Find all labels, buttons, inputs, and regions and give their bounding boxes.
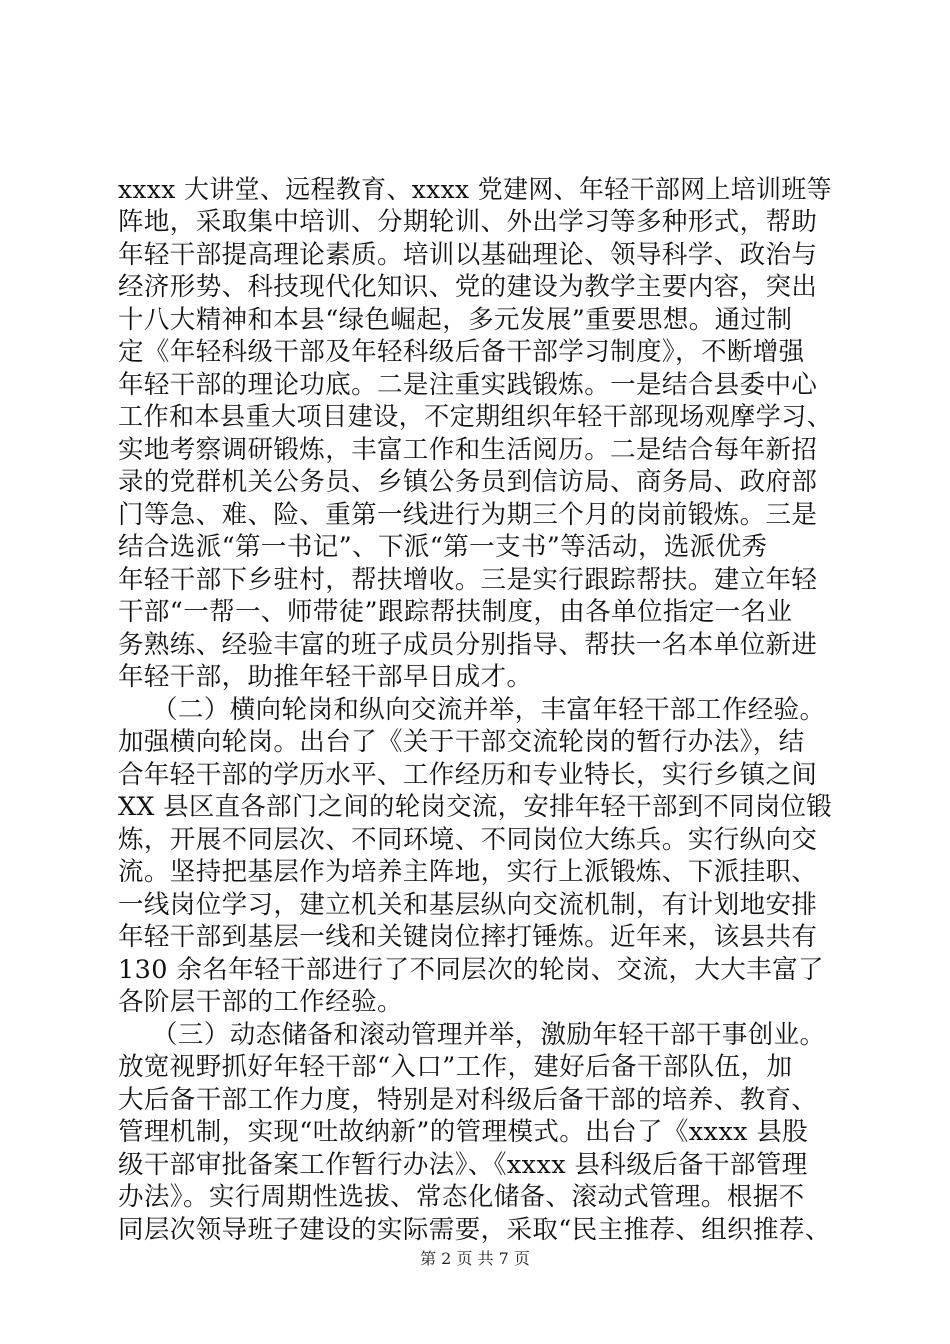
text-line: 门等急、难、险、重第一线进行为期三个月的岗前锻炼。三是 — [118, 500, 818, 530]
text-line: xxxx 大讲堂、远程教育、xxxx 党建网、年轻干部网上培训班等 — [118, 175, 832, 205]
text-line: 年轻干部的理论功底。二是注重实践锻炼。一是结合县委中心 — [118, 370, 818, 400]
text-line: 工作和本县重大项目建设，不定期组织年轻干部现场观摩学习、 — [118, 402, 833, 432]
text-line: 结合选派“第一书记”、下派“第一支书”等活动，选派优秀 — [118, 532, 768, 562]
text-line: 级干部审批备案工作暂行办法》、《xxxx 县科级后备干部管理 — [118, 1150, 808, 1180]
text-line: 十八大精神和本县“绿色崛起，多元发展”重要思想。通过制 — [118, 305, 793, 335]
text-line: 流。坚持把基层作为培养主阵地，实行上派锻炼、下派挂职、 — [118, 857, 818, 887]
text-line: 各阶层干部的工作经验。 — [118, 987, 403, 1017]
text-line: 放宽视野抓好年轻干部“入口”工作，建好后备干部队伍，加 — [118, 1052, 793, 1082]
text-line: 年轻干部，助推年轻干部早日成才。 — [118, 662, 533, 692]
page-footer: 第 2 页 共 7 页 — [420, 1249, 530, 1268]
text-line: 经济形势、科技现代化知识、党的建设为教学主要内容，突出 — [118, 272, 818, 302]
text-line: 合年轻干部的学历水平、工作经历和专业特长，实行乡镇之间 — [118, 760, 818, 790]
text-line: 实地考察调研锻炼，丰富工作和生活阅历。二是结合每年新招 — [118, 435, 818, 465]
text-line: 炼，开展不同层次、不同环境、不同岗位大练兵。实行纵向交 — [118, 825, 818, 855]
text-line: 同层次领导班子建设的实际需要，采取“民主推荐、组织推荐、 — [118, 1215, 831, 1245]
text-line: 年轻干部提高理论素质。培训以基础理论、领导科学、政治与 — [118, 240, 818, 270]
section-heading-3: （三）动态储备和滚动管理并举，激励年轻干部干事创业。 — [118, 1020, 826, 1050]
text-line: 阵地，采取集中培训、分期轮训、外出学习等多种形式，帮助 — [118, 207, 818, 237]
text-line: 年轻干部下乡驻村，帮扶增收。三是实行跟踪帮扶。建立年轻 — [118, 565, 818, 595]
text-line: 定《年轻科级干部及年轻科级后备干部学习制度》，不断增强 — [118, 337, 805, 367]
text-line: XX 县区直各部门之间的轮岗交流，安排年轻干部到不同岗位锻 — [118, 792, 833, 822]
text-line: 办法》。实行周期性选拔、常态化储备、滚动式管理。根据不 — [118, 1182, 805, 1212]
text-line: 年轻干部到基层一线和关键岗位摔打锤炼。近年来，该县共有 — [118, 922, 818, 952]
text-line: 一线岗位学习，建立机关和基层纵向交流机制，有计划地安排 — [118, 890, 818, 920]
text-line: 加强横向轮岗。出台了《关于干部交流轮岗的暂行办法》，结 — [118, 727, 805, 757]
text-line: 务熟练、经验丰富的班子成员分别指导、帮扶一名本单位新进 — [118, 630, 818, 660]
text-line: 干部“一帮一、师带徒”跟踪帮扶制度，由各单位指定一名业 — [118, 597, 793, 627]
section-heading-2: （二）横向轮岗和纵向交流并举，丰富年轻干部工作经验。 — [118, 695, 826, 725]
text-line: 130 余名年轻干部进行了不同层次的轮岗、交流，大大丰富了 — [118, 955, 824, 985]
text-line: 大后备干部工作力度，特别是对科级后备干部的培养、教育、 — [118, 1085, 818, 1115]
text-line: 录的党群机关公务员、乡镇公务员到信访局、商务局、政府部 — [118, 467, 818, 497]
text-line: 管理机制，实现“吐故纳新”的管理模式。出台了《xxxx 县股 — [118, 1117, 809, 1147]
